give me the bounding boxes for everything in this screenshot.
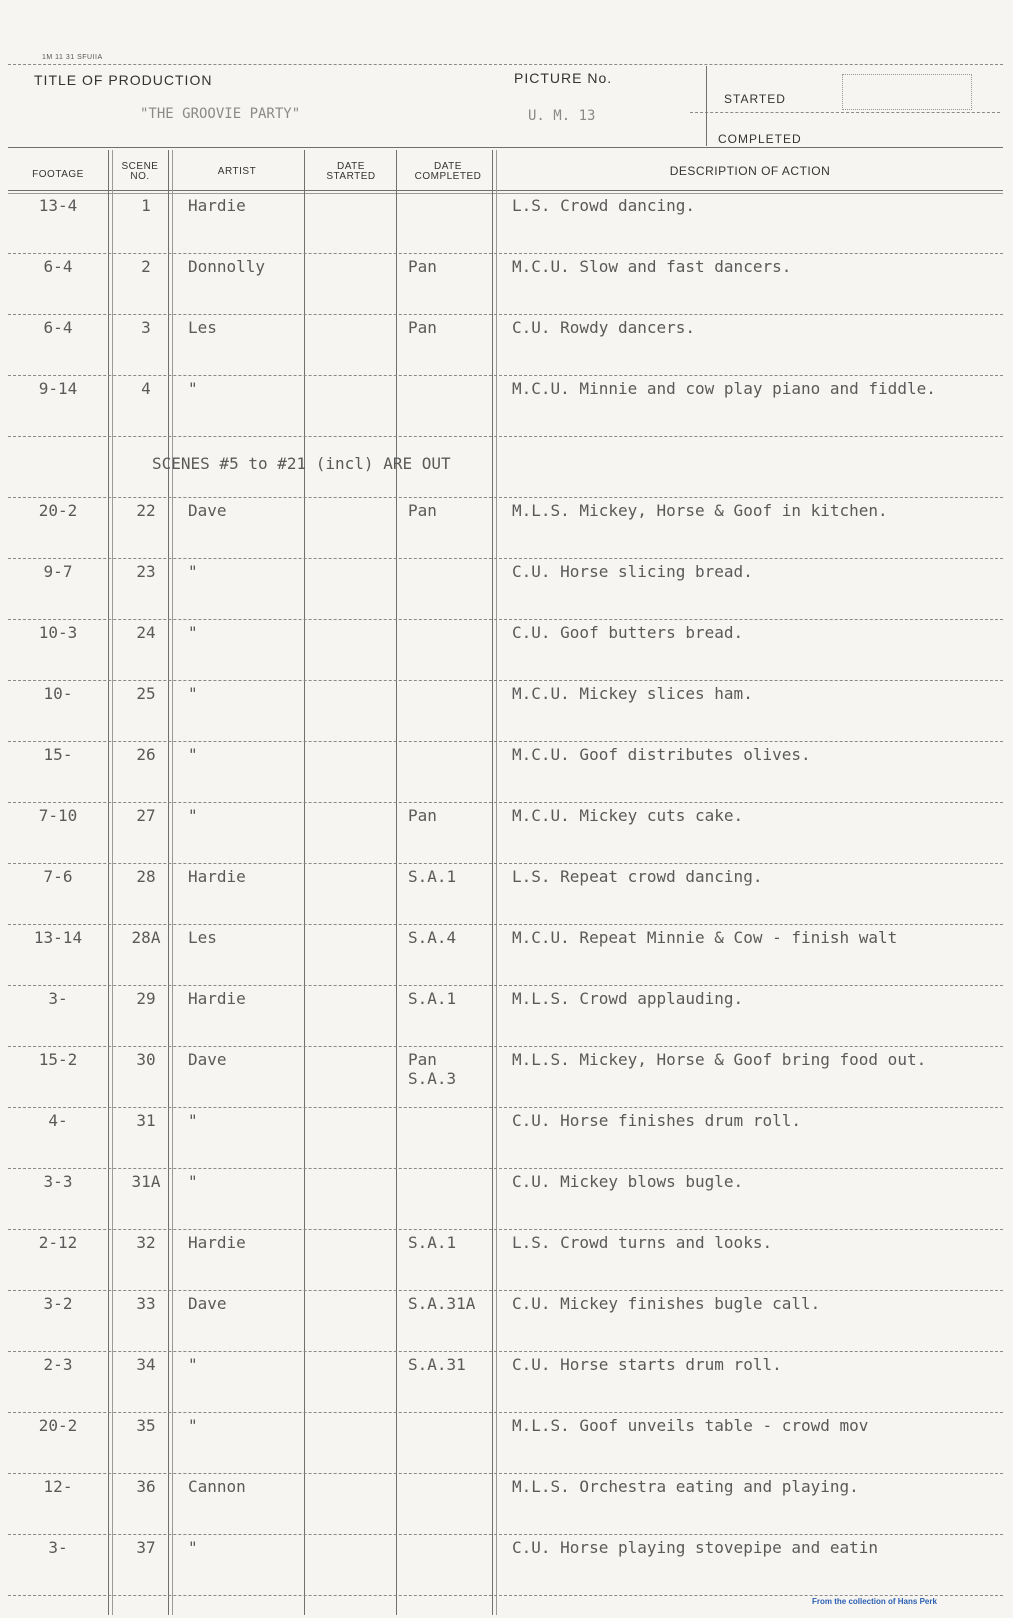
column-header-rule	[8, 190, 1003, 191]
scene-number-cell: 31A	[131, 1172, 161, 1191]
row-separator	[8, 985, 1003, 986]
artist-cell: Hardie	[188, 196, 246, 215]
footage-cell: 7-6	[43, 867, 73, 886]
footage-cell: 6-4	[43, 257, 73, 276]
footage-cell: 3-3	[43, 1172, 73, 1191]
artist-cell: Hardie	[188, 1233, 246, 1252]
footage-cell: 13-14	[33, 928, 83, 947]
title-label: TITLE OF PRODUCTION	[34, 72, 213, 88]
artist-cell: "	[188, 806, 198, 825]
row-separator	[8, 1046, 1003, 1047]
description-cell: M.C.U. Repeat Minnie & Cow - finish walt	[512, 928, 898, 947]
artist-cell: Donnolly	[188, 257, 266, 276]
row-separator	[8, 863, 1003, 864]
artist-cell: "	[188, 1111, 198, 1130]
picture-label: PICTURE No.	[514, 70, 613, 86]
row-separator	[8, 497, 1003, 498]
row-separator	[8, 314, 1003, 315]
date-completed-cell: S.A.1	[408, 989, 457, 1008]
footage-cell: 10-	[43, 684, 73, 703]
col-head-artist: ARTIST	[217, 166, 257, 177]
footage-cell: 12-	[43, 1477, 73, 1496]
description-cell: C.U. Mickey blows bugle.	[512, 1172, 744, 1191]
description-cell: C.U. Horse finishes drum roll.	[512, 1111, 801, 1130]
date-stamp	[842, 74, 972, 110]
scene-number-cell: 28A	[131, 928, 161, 947]
artist-cell: "	[188, 623, 198, 642]
artist-cell: "	[188, 562, 198, 581]
row-separator	[8, 436, 1003, 437]
row-separator	[8, 1107, 1003, 1108]
description-cell: M.L.S. Orchestra eating and playing.	[512, 1477, 859, 1496]
footage-cell: 10-3	[38, 623, 78, 642]
footage-cell: 9-7	[43, 562, 73, 581]
scene-number-cell: 3	[141, 318, 151, 337]
scene-number-cell: 33	[136, 1294, 156, 1313]
row-separator	[8, 1168, 1003, 1169]
artist-cell: Dave	[188, 501, 227, 520]
scene-number-cell: 35	[136, 1416, 156, 1435]
scene-number-cell: 24	[136, 623, 156, 642]
footage-cell: 13-4	[38, 196, 78, 215]
footage-cell: 4-	[48, 1111, 68, 1130]
footage-cell: 6-4	[43, 318, 73, 337]
col-head-date-completed: DATE COMPLETED	[414, 161, 482, 182]
scene-number-cell: 28	[136, 867, 156, 886]
description-cell: M.L.S. Crowd applauding.	[512, 989, 744, 1008]
description-cell: M.C.U. Mickey slices ham.	[512, 684, 753, 703]
artist-cell: "	[188, 745, 198, 764]
header-divider-short	[690, 112, 1000, 113]
row-separator	[8, 1534, 1003, 1535]
col-divider-5b	[496, 150, 497, 1615]
scene-number-cell: 22	[136, 501, 156, 520]
description-cell: M.C.U. Slow and fast dancers.	[512, 257, 792, 276]
row-separator	[8, 680, 1003, 681]
scene-number-cell: 2	[141, 257, 151, 276]
description-cell: C.U. Rowdy dancers.	[512, 318, 696, 337]
col-divider-3	[304, 150, 305, 1615]
description-cell: C.U. Horse playing stovepipe and eatin	[512, 1538, 879, 1557]
col-head-date-started: DATE STARTED	[326, 161, 376, 182]
row-separator	[8, 802, 1003, 803]
footage-cell: 2-3	[43, 1355, 73, 1374]
artist-cell: Cannon	[188, 1477, 246, 1496]
date-completed-cell: Pan	[408, 806, 437, 825]
header-vertical-divider	[706, 66, 707, 146]
artist-cell: "	[188, 1172, 198, 1191]
footage-cell: 3-	[48, 1538, 68, 1557]
header-bottom-rule	[8, 147, 1003, 148]
collection-credit: From the collection of Hans Perk	[812, 1597, 937, 1606]
row-separator	[8, 1473, 1003, 1474]
scene-number-cell: 23	[136, 562, 156, 581]
description-cell: C.U. Horse slicing bread.	[512, 562, 753, 581]
footage-cell: 20-2	[38, 501, 78, 520]
description-cell: M.C.U. Mickey cuts cake.	[512, 806, 744, 825]
description-cell: L.S. Crowd dancing.	[512, 196, 696, 215]
artist-cell: Les	[188, 928, 217, 947]
artist-cell: Dave	[188, 1294, 227, 1313]
scene-number-cell: 36	[136, 1477, 156, 1496]
artist-cell: "	[188, 1538, 198, 1557]
artist-cell: "	[188, 379, 198, 398]
row-separator	[8, 1595, 1003, 1596]
description-cell: M.L.S. Mickey, Horse & Goof in kitchen.	[512, 501, 888, 520]
date-completed-cell: Pan S.A.3	[408, 1050, 457, 1088]
footage-cell: 9-14	[38, 379, 78, 398]
column-header-rule-2	[8, 193, 1003, 194]
row-separator	[8, 1290, 1003, 1291]
scenes-out-note: SCENES #5 to #21 (incl) ARE OUT	[152, 454, 451, 473]
col-head-description: DESCRIPTION OF ACTION	[669, 164, 831, 178]
row-separator	[8, 253, 1003, 254]
footage-cell: 2-12	[38, 1233, 78, 1252]
scene-number-cell: 30	[136, 1050, 156, 1069]
description-cell: L.S. Crowd turns and looks.	[512, 1233, 773, 1252]
col-head-footage: FOOTAGE	[32, 169, 84, 180]
header-top-rule	[8, 64, 1003, 65]
form-code: 1M 11 31 SFUIIA	[42, 54, 103, 61]
date-completed-cell: S.A.31A	[408, 1294, 476, 1313]
date-completed-cell: S.A.1	[408, 867, 457, 886]
footage-cell: 3-	[48, 989, 68, 1008]
row-separator	[8, 375, 1003, 376]
date-completed-cell: Pan	[408, 501, 437, 520]
scene-number-cell: 37	[136, 1538, 156, 1557]
date-completed-cell: S.A.31	[408, 1355, 466, 1374]
scene-number-cell: 1	[141, 196, 151, 215]
description-cell: M.C.U. Minnie and cow play piano and fiddle.	[512, 379, 936, 398]
footage-cell: 20-2	[38, 1416, 78, 1435]
footage-cell: 3-2	[43, 1294, 73, 1313]
date-completed-cell: S.A.1	[408, 1233, 457, 1252]
row-separator	[8, 619, 1003, 620]
date-completed-cell: S.A.4	[408, 928, 457, 947]
description-cell: C.U. Horse starts drum roll.	[512, 1355, 782, 1374]
artist-cell: Hardie	[188, 989, 246, 1008]
artist-cell: Les	[188, 318, 217, 337]
scene-number-cell: 31	[136, 1111, 156, 1130]
description-cell: M.C.U. Goof distributes olives.	[512, 745, 811, 764]
footage-cell: 15-2	[38, 1050, 78, 1069]
completed-label: COMPLETED	[718, 132, 802, 146]
scene-number-cell: 34	[136, 1355, 156, 1374]
scene-number-cell: 32	[136, 1233, 156, 1252]
scene-number-cell: 25	[136, 684, 156, 703]
artist-cell: Hardie	[188, 867, 246, 886]
row-separator	[8, 1351, 1003, 1352]
description-cell: M.L.S. Mickey, Horse & Goof bring food out.	[512, 1050, 927, 1069]
artist-cell: "	[188, 1416, 198, 1435]
scene-number-cell: 29	[136, 989, 156, 1008]
artist-cell: "	[188, 1355, 198, 1374]
footage-cell: 7-10	[38, 806, 78, 825]
description-cell: M.L.S. Goof unveils table - crowd mov	[512, 1416, 869, 1435]
date-completed-cell: Pan	[408, 257, 437, 276]
description-cell: C.U. Mickey finishes bugle call.	[512, 1294, 821, 1313]
artist-cell: Dave	[188, 1050, 227, 1069]
row-separator	[8, 1412, 1003, 1413]
title-value: "THE GROOVIE PARTY"	[140, 106, 301, 122]
row-separator	[8, 924, 1003, 925]
row-separator	[8, 558, 1003, 559]
artist-cell: "	[188, 684, 198, 703]
scene-number-cell: 4	[141, 379, 151, 398]
col-divider-5	[492, 150, 493, 1615]
started-label: STARTED	[724, 92, 786, 106]
scene-number-cell: 26	[136, 745, 156, 764]
date-completed-cell: Pan	[408, 318, 437, 337]
picture-value: U. M. 13	[528, 108, 596, 124]
col-divider-4	[396, 150, 397, 1615]
footage-cell: 15-	[43, 745, 73, 764]
row-separator	[8, 1229, 1003, 1230]
scene-number-cell: 27	[136, 806, 156, 825]
description-cell: C.U. Goof butters bread.	[512, 623, 744, 642]
row-separator	[8, 741, 1003, 742]
description-cell: L.S. Repeat crowd dancing.	[512, 867, 763, 886]
col-head-scene: SCENE NO.	[121, 161, 159, 182]
